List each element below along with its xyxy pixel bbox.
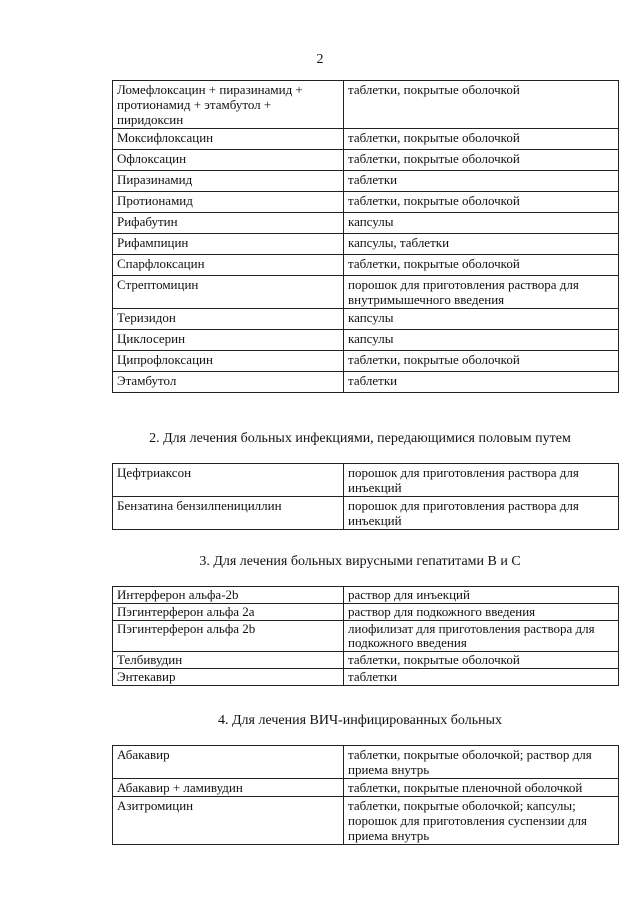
drug-table-tuberculosis <box>112 80 619 393</box>
drug-name-cell: Цефтриаксон <box>113 464 344 497</box>
table-row <box>113 129 619 150</box>
table-row <box>113 497 619 530</box>
drug-table-sti <box>112 463 619 530</box>
dosage-form-cell: раствор для инъекций <box>344 587 619 604</box>
table-row <box>113 621 619 652</box>
table-row <box>113 652 619 669</box>
dosage-form-cell: таблетки <box>344 171 619 192</box>
dosage-form-cell: порошок для приготовления раствора для инъекций <box>344 497 619 530</box>
drug-name-cell: Теризидон <box>113 309 344 330</box>
dosage-form-cell: таблетки, покрытые оболочкой <box>344 129 619 150</box>
drug-name-cell: Пэгинтерферон альфа 2b <box>113 621 344 652</box>
drug-name-cell: Протионамид <box>113 192 344 213</box>
table-row <box>113 779 619 797</box>
section-title-hiv: 4. Для лечения ВИЧ-инфицированных больных <box>218 713 502 728</box>
dosage-form-cell: таблетки, покрытые оболочкой <box>344 255 619 276</box>
drug-table-hepatitis <box>112 586 619 686</box>
table-row <box>113 234 619 255</box>
drug-name-cell: Энтекавир <box>113 669 344 686</box>
table-row <box>113 213 619 234</box>
dosage-form-cell: капсулы <box>344 309 619 330</box>
drug-name-cell: Телбивудин <box>113 652 344 669</box>
drug-name-cell: Бензатина бензилпенициллин <box>113 497 344 530</box>
table-row <box>113 604 619 621</box>
drug-name-cell: Абакавир <box>113 746 344 779</box>
dosage-form-cell: таблетки <box>344 372 619 393</box>
table-row <box>113 276 619 309</box>
dosage-form-cell: таблетки, покрытые оболочкой; капсулы; порошок для приготовления суспензии для приема внутрь <box>344 797 619 845</box>
drug-name-cell: Офлоксацин <box>113 150 344 171</box>
table-row <box>113 351 619 372</box>
table-row <box>113 464 619 497</box>
table-row <box>113 255 619 276</box>
drug-table-hiv <box>112 745 619 845</box>
table-row <box>113 330 619 351</box>
dosage-form-cell: лиофилизат для приготовления раствора для подкожного введения <box>344 621 619 652</box>
table-row <box>113 587 619 604</box>
dosage-form-cell: раствор для подкожного введения <box>344 604 619 621</box>
drug-name-cell: Абакавир + ламивудин <box>113 779 344 797</box>
section-title-sti: 2. Для лечения больных инфекциями, передающимися половым путем <box>149 431 571 446</box>
drug-name-cell: Рифампицин <box>113 234 344 255</box>
dosage-form-cell: капсулы <box>344 330 619 351</box>
table-row <box>113 171 619 192</box>
drug-name-cell: Пиразинамид <box>113 171 344 192</box>
table-row <box>113 669 619 686</box>
dosage-form-cell: таблетки, покрытые оболочкой <box>344 192 619 213</box>
drug-name-cell: Моксифлоксацин <box>113 129 344 150</box>
drug-name-cell: Циклосерин <box>113 330 344 351</box>
section-title-hepatitis: 3. Для лечения больных вирусными гепатитами В и С <box>199 554 521 569</box>
table-row <box>113 150 619 171</box>
drug-name-cell: Азитромицин <box>113 797 344 845</box>
dosage-form-cell: таблетки, покрытые оболочкой <box>344 81 619 129</box>
dosage-form-cell: капсулы, таблетки <box>344 234 619 255</box>
drug-name-cell: Ломефлоксацин + пиразинамид + протионамид + этамбутол + пиридоксин <box>113 81 344 129</box>
dosage-form-cell: порошок для приготовления раствора для инъекций <box>344 464 619 497</box>
drug-name-cell: Интерферон альфа-2b <box>113 587 344 604</box>
dosage-form-cell: таблетки, покрытые оболочкой; раствор для приема внутрь <box>344 746 619 779</box>
dosage-form-cell: таблетки, покрытые оболочкой <box>344 652 619 669</box>
dosage-form-cell: таблетки, покрытые оболочкой <box>344 351 619 372</box>
drug-name-cell: Стрептомицин <box>113 276 344 309</box>
table-row <box>113 372 619 393</box>
drug-name-cell: Пэгинтерферон альфа 2a <box>113 604 344 621</box>
dosage-form-cell: таблетки, покрытые пленочной оболочкой <box>344 779 619 797</box>
drug-name-cell: Рифабутин <box>113 213 344 234</box>
drug-name-cell: Спарфлоксацин <box>113 255 344 276</box>
page-number: 2 <box>316 52 324 67</box>
table-row <box>113 746 619 779</box>
table-row <box>113 192 619 213</box>
dosage-form-cell: таблетки <box>344 669 619 686</box>
drug-name-cell: Ципрофлоксацин <box>113 351 344 372</box>
dosage-form-cell: капсулы <box>344 213 619 234</box>
table-row <box>113 309 619 330</box>
table-row <box>113 81 619 129</box>
dosage-form-cell: порошок для приготовления раствора для внутримышечного введения <box>344 276 619 309</box>
table-row <box>113 797 619 845</box>
dosage-form-cell: таблетки, покрытые оболочкой <box>344 150 619 171</box>
drug-name-cell: Этамбутол <box>113 372 344 393</box>
